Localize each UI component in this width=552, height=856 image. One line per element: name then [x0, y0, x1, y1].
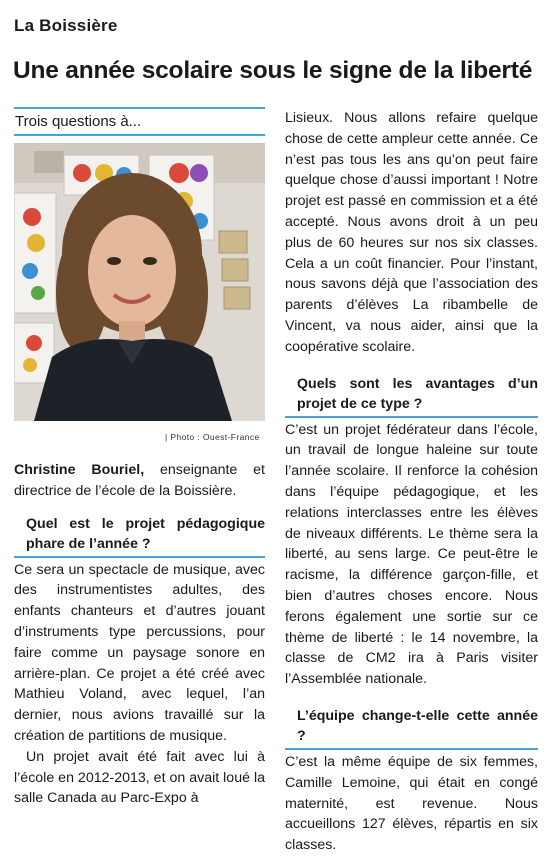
intro-paragraph — [14, 460, 265, 502]
question-2: Quels sont les avantages d’un projet de ce type ? — [297, 375, 538, 412]
portrait-photo — [14, 143, 265, 421]
answer-1-paragraph-3: Lisieux. Nous allons refaire quelque chose de cette ampleur cette année. Ce n’est pas tous les ans qu’on peut faire quelque chose d’aussi important ! Notre projet est passé en commission et a été accepté. Nous avons droit à un peu plus de 60 heures sur nos six classes. Cela a un coût financier. Pour l’instant, nous savons déjà que l’association des parents d’élèves La ribambelle de Vincent, va nous aider, ainsi que la coopérative scolaire. — [285, 110, 538, 355]
section-title: Trois questions à... — [15, 113, 142, 130]
question-1: Quel est le projet pédagogique phare de l’année ? — [26, 515, 265, 552]
answer-3: C’est la même équipe de six femmes, Camille Lemoine, qui était en congé maternité, est revenue. Nous accueillons 127 élèves, répartis en six classes. — [285, 753, 538, 854]
question-3-rule — [285, 748, 538, 750]
section-bottom-rule — [14, 134, 265, 136]
article-headline: Une année scolaire sous le signe de la liberté — [13, 57, 533, 84]
intro-name: Christine Bouriel, — [14, 462, 145, 478]
question-1-rule — [14, 556, 265, 558]
answer-2: C’est un projet fédérateur dans l’école, un travail de longue haleine sur toute l’année scolaire. Il renforce la cohésion dans l’équipe pédagogique, et les relations interclasses entre les élèves de niveaux différents. Le thème sera la liberté, au sens large. Ce peut-être le racisme, la différence garçon-fille, et bien d’autres choses encore. Nous ferons également une sortie sur ce thème de liberté : le 14 novembre, la classe de CM2 ira à Paris visiter l’Assemblée nationale. — [285, 421, 538, 688]
section-top-rule — [14, 107, 265, 109]
right-column — [285, 108, 538, 856]
answer-1-paragraph-1: Ce sera un spectacle de musique, avec des instrumentistes adultes, des enfants chanteurs et d’autres jouant d’instruments type percussions, pour faire comme un paysage sonore en arrière-plan. Ce projet a été créé avec Mathieu Voland, avec lequel, l’an dernier, nous avions travaillé sur la création de partitions de musique. — [14, 561, 265, 744]
article-kicker: La Boissière — [14, 16, 118, 35]
answer-1-paragraph-2: Un projet avait été fait avec lui à l’école en 2012-2013, et on avait loué la salle Canada au Parc-Expo à — [14, 748, 265, 807]
photo-credit: | Photo : Ouest-France — [165, 432, 260, 442]
left-column — [14, 460, 265, 809]
question-3: L’équipe change-t-elle cette année ? — [297, 707, 538, 744]
question-2-rule — [285, 416, 538, 418]
intro-text: enseignante et directrice de l’école de la Boissière. — [14, 462, 265, 499]
